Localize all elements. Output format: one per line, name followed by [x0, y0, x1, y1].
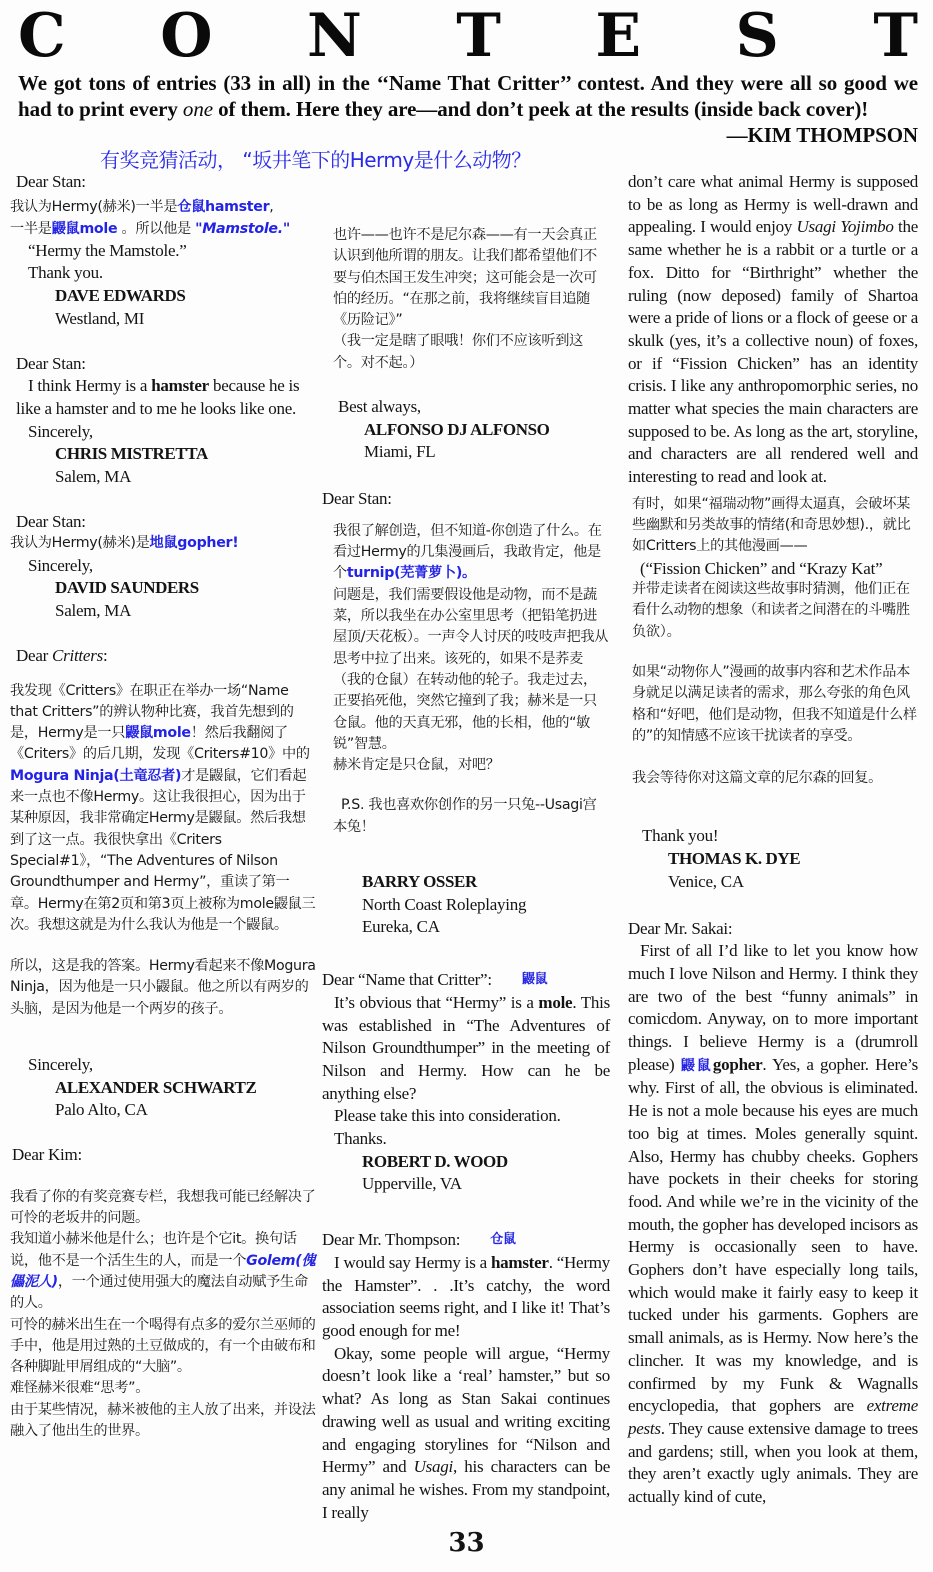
letter-body-cn: 也许——也许不是尼尔森——有一天会真正认识到他所谓的朋友。让我们都希望他们不要与伯杰国王发生冲突；这可能会是一次可怕的经历。“在那之前，我将继续盲目追随《历险记》”	[333, 227, 597, 329]
closing: Thank you.	[28, 263, 103, 283]
answer-highlight: 地鼠gopher!	[149, 535, 239, 552]
title-letter: O	[160, 1, 213, 71]
letter-body	[322, 1343, 610, 1525]
signer-place: Westland, MI	[55, 308, 145, 328]
answer-highlight: 鼹鼠mole	[51, 220, 118, 237]
signer-name: CHRIS MISTRETTA	[55, 444, 208, 464]
letter-body-cn: 我会等待你对这篇文章的尼尔森的回复。	[632, 770, 882, 787]
signer-name: THOMAS K. DYE	[668, 849, 801, 869]
title-letter: S	[735, 1, 779, 71]
answer-highlight: 鼹鼠mole	[125, 725, 191, 742]
title-letter: E	[595, 1, 642, 71]
closing: Sincerely,	[28, 555, 93, 575]
letter-body	[322, 1252, 610, 1343]
signer-name: ALEXANDER SCHWARTZ	[55, 1077, 257, 1097]
intro-text: We got tons of entries (33 in all) in the ‘‘Name That Critter’’ contest. And they were all so good we had to print every	[18, 71, 918, 121]
salutation: Dear Kim:	[12, 1145, 82, 1165]
salutation: Dear Stan:	[16, 353, 86, 373]
closing: Thank you!	[642, 826, 719, 846]
text: Usagi Yojimbo	[796, 217, 894, 237]
text: I would say Hermy is a	[334, 1252, 491, 1272]
text: . “Hermy the Hamster”. . .It’s catchy, the word association seems right, and I like it! That’s good enough for me!	[322, 1252, 610, 1340]
column-left	[10, 171, 316, 1442]
title-letter: T	[873, 1, 918, 71]
text: 一半是	[10, 220, 52, 237]
signer-place: Upperville, VA	[362, 1174, 462, 1194]
text: :	[102, 645, 108, 665]
text: 我认为Hermy(赫米)是	[10, 535, 150, 552]
signer-place: Venice, CA	[668, 871, 744, 891]
text: Dear	[16, 645, 53, 665]
answer-highlight: turnip(芜菁萝卜)。	[346, 565, 476, 582]
intro-text: of them. Here they are—and don’t peek at the results (inside back cover)!	[212, 97, 869, 121]
text: 并带走读者在阅读这些故事时猜测，他们正在看什么动物的想象（和读者之间潜在的斗嘴胜负欲）。	[632, 581, 910, 640]
letter-body	[628, 940, 918, 1509]
signer-name: ALFONSO DJ ALFONSO	[364, 419, 550, 439]
text: Dear “Name that Critter”:	[322, 970, 492, 990]
text: 由于某些情况，赫米被他的主人放了出来，并设法融入了他出生的世界。	[10, 1401, 316, 1440]
text: 才是鼹鼠，它们看起来一点也不像Hermy。这让我很担心，因为出于某种原因，我非常确定Hermy是鼹鼠。然后我想到了这一点。我很快拿出《Criters Special#1》，“The Adventures of Nilson Groundthumper and Hermy”，重读了第一章。Hermy在第2页和第3页上被称为mole鼹鼠三次。我想这就是为什么我认为他是一个鼹鼠。	[10, 767, 316, 933]
salutation	[322, 1229, 610, 1252]
text: 我认为Hermy(赫米)一半是	[10, 198, 178, 215]
answer-highlight: Golem(傀儡泥人)	[10, 1252, 316, 1290]
salutation: Dear Stan:	[16, 511, 86, 531]
text: 赫米肯定是只仓鼠，对吧？	[333, 757, 500, 774]
letter-body	[10, 375, 316, 420]
closing: Sincerely,	[28, 421, 93, 441]
signer-place: Salem, MA	[55, 467, 132, 487]
salutation: Dear Stan:	[322, 489, 392, 509]
text: Usagi	[413, 1457, 453, 1477]
letter-line: Please take this into consideration.	[334, 1106, 561, 1126]
closing: Best always,	[338, 397, 421, 417]
text: Dear Mr. Thompson:	[322, 1230, 461, 1250]
text: , his characters can be any animal he wishes. From my standpoint, I really	[322, 1457, 610, 1522]
signer-name: DAVID SAUNDERS	[55, 578, 199, 598]
text: 难怪赫米很难“思考”。	[10, 1380, 150, 1397]
text: 有时，如果“福瑞动物”画得太逼真，会破坏某些幽默和另类故事的情绪(和奇思妙想).，就比如Critters上的其他漫画——	[632, 495, 911, 555]
text: ,	[269, 198, 274, 215]
text: because he is like a hamster and to me he looks like one.	[16, 376, 300, 418]
letter-body-cn: （我一定是瞎了眼哦！你们不应该听到这个。对不起。）	[333, 333, 583, 371]
letter-body-cn	[10, 681, 316, 937]
text: . They cause extensive damage to trees and gardens; still, when you look at them, they aren’t exactly ugly animals. They are actually kind of cute,	[628, 1418, 918, 1507]
text: It’s obvious that “Hermy” is a	[334, 992, 539, 1012]
salutation: Dear Mr. Sakai:	[628, 918, 733, 938]
letter-body-cn	[10, 533, 316, 554]
salutation: Dear Stan:	[16, 172, 86, 191]
translation-annotation: 鼹鼠	[680, 1057, 713, 1074]
salutation	[322, 969, 610, 992]
text: 我知道小赫米他是什么；也许是个它it。换句话说，他不是一个活生生的人，而是一个	[10, 1231, 297, 1269]
letter-body-cn	[10, 1187, 316, 1443]
signer-org: North Coast Roleplaying	[362, 894, 527, 914]
contest-title	[18, 1, 918, 71]
letter-body-cn	[628, 494, 918, 643]
text: ！然后我翻阅了《Criters》的后几期，发现《Criters#10》中的	[10, 725, 310, 763]
text: . This was established in “The Adventures of Nilson Groundthumper” in the meeting of Nilson and Hermy. How can he be anything else?	[322, 992, 610, 1103]
title-letter: C	[18, 1, 66, 71]
answer-highlight: 仓鼠hamster	[177, 198, 270, 215]
intro-paragraph	[18, 70, 918, 148]
signer-place: Miami, FL	[364, 442, 436, 462]
letter-body	[628, 171, 918, 489]
column-right	[628, 171, 918, 1509]
text: 问题是，我们需要假设他是动物，而不是蔬菜，所以我坐在办公室里思考（把铅笔扔进屋顶/天花板）。一声令人讨厌的吱吱声把我从思考中拉了出来。该死的，如果不是荞麦（我的仓鼠）在转动他的轮子。我走过去，正要掐死他，突然它撞到了我；赫米是一只仓鼠。他的天真无邪，他的长相，他的“敏锐”智慧。	[333, 586, 609, 752]
title-letter: T	[456, 1, 501, 71]
page-number: 33	[448, 1528, 485, 1558]
signer-place: Salem, MA	[55, 601, 132, 621]
letter-body	[322, 992, 610, 1106]
text: 我发现《Critters》在职正在举办一场“Name that Critters”的辨认物种比赛，我首先想到的是，Hermy是一只	[10, 682, 294, 742]
signer-name: BARRY OSSER	[362, 872, 477, 892]
text: Critters	[52, 645, 103, 665]
letter-body-cn: 如果“动物你人”漫画的故事内容和艺术作品本身就足以满足读者的需求，那么夸张的角色风格和“好吧，他们是动物，但我不知道是什么样的”的知情感不应该干扰读者的享受。	[632, 663, 917, 744]
text: I think Hermy is a	[28, 376, 152, 396]
text: (“Fission Chicken” and “Krazy Kat”	[640, 558, 883, 578]
closing: Thanks.	[334, 1129, 387, 1149]
letter-body-cn	[322, 521, 610, 777]
text: Okay, some people will argue, “Hermy doesn’t look like a ‘real’ hamster,” but so what? As long as Stan Sakai continues drawing well as usual and writing exciting and engaging storylines for “Nilson and Hermy” and	[322, 1343, 610, 1477]
translation-annotation: 鼹鼠	[521, 972, 548, 988]
text: don’t care what animal Hermy is supposed to be as long as Hermy is well-drawn and appealing. I would enjoy	[628, 172, 918, 237]
translation-annotation: 仓鼠	[490, 1232, 516, 1248]
text: ，一个通过使用强大的魔法自动赋予生命的人。	[10, 1274, 308, 1312]
answer-bold: gopher	[712, 1054, 763, 1074]
answer-bold: mole	[538, 992, 573, 1012]
intro-emphasis: one	[182, 97, 213, 121]
signer-name: DAVE EDWARDS	[55, 286, 186, 306]
signer-place: Palo Alto, CA	[55, 1100, 148, 1120]
title-letter: N	[306, 1, 362, 71]
text: . Yes, a gopher. Here’s why. First of all, the obvious is eliminated. He is not a mole because his eyes are much too big at times. Moles generally squint. Also, Hermy has chubby cheeks. Gophers have pockets in their cheeks for storing food. And while we’re in the vicinity of the mouth, the gopher has developed incisors as Hermy is occasionally seen to have. Gophers don’t have especially long tails, which would make it fairly easy to keep it tucked under his garments. Gophers are small animals, as is Hermy. Now here’s the clincher. It was my knowledge, and is confirmed by my Funk & Wagnalls encyclopedia, that gophers are	[628, 1054, 918, 1416]
text: 我看了你的有奖竞赛专栏，我想我可能已经解决了可怜的老坂井的问题。	[10, 1188, 316, 1227]
salutation	[10, 645, 316, 668]
answer-bold: hamster	[490, 1252, 549, 1272]
chinese-subtitle: 有奖竞猜活动， “坂井笔下的Hermy是什么动物？	[100, 148, 531, 172]
answer-bold: hamster	[151, 376, 209, 396]
text: 我很了解创造，但不知道-你创造了什么。在看过Hermy的几集漫画后，我敢肯定，他是个	[333, 522, 602, 582]
text: 。所以他是	[117, 220, 196, 237]
answer-highlight: Mogura Ninja(土竜忍者)	[10, 767, 182, 784]
signer-place: Eureka, CA	[362, 917, 440, 937]
text-line	[10, 1229, 316, 1314]
letter-body-cn: 所以，这是我的答案。Hermy看起来不像Mogura Ninja，因为他是一只小鼹鼠。他之所以有两岁的头脑，是因为他是一个两岁的孩子。	[10, 958, 316, 1017]
closing: Sincerely,	[28, 1055, 93, 1074]
postscript: P.S. 我也喜欢你创作的另一只兔--Usagi宫本兔！	[333, 797, 597, 835]
answer-highlight: "Mamstole."	[195, 220, 290, 237]
signer-name: ROBERT D. WOOD	[362, 1151, 508, 1171]
text: the same whether he is a rabbit or a turtle or a fox. Ditto for “Birthright” whether the ruling (now deposed) family of Shartoa were a pride of lions or a flock of geese or a skulk (yes, it’s a collective noun) of foxes, or if “Fission Chicken” has an identity crisis. I like any anthropomorphic series, no matter what species the main characters are supposed to be. As long as the art, storyline, and characters are all rendered well and interesting to read and look at.	[628, 217, 918, 487]
text: First of all I’d like to let you know how much I love Nilson and Hermy. I think they are two of the best “funny animals” in comicdom. Anyway, on to more important things. I believe Hermy is a (drumroll please)	[628, 941, 918, 1074]
intro-byline: —KIM THOMPSON	[726, 123, 918, 147]
column-middle	[322, 225, 610, 1524]
text: 可怜的赫米出生在一个喝得有点多的爱尔兰巫师的手中，他是用过熟的土豆做成的，有一个由破布和各种脚趾甲屑组成的“大脑”。	[10, 1316, 316, 1376]
letter-line: “Hermy the Mamstole.”	[28, 240, 187, 260]
letter-body-cn	[10, 196, 316, 240]
text: extreme pests	[628, 1396, 918, 1438]
